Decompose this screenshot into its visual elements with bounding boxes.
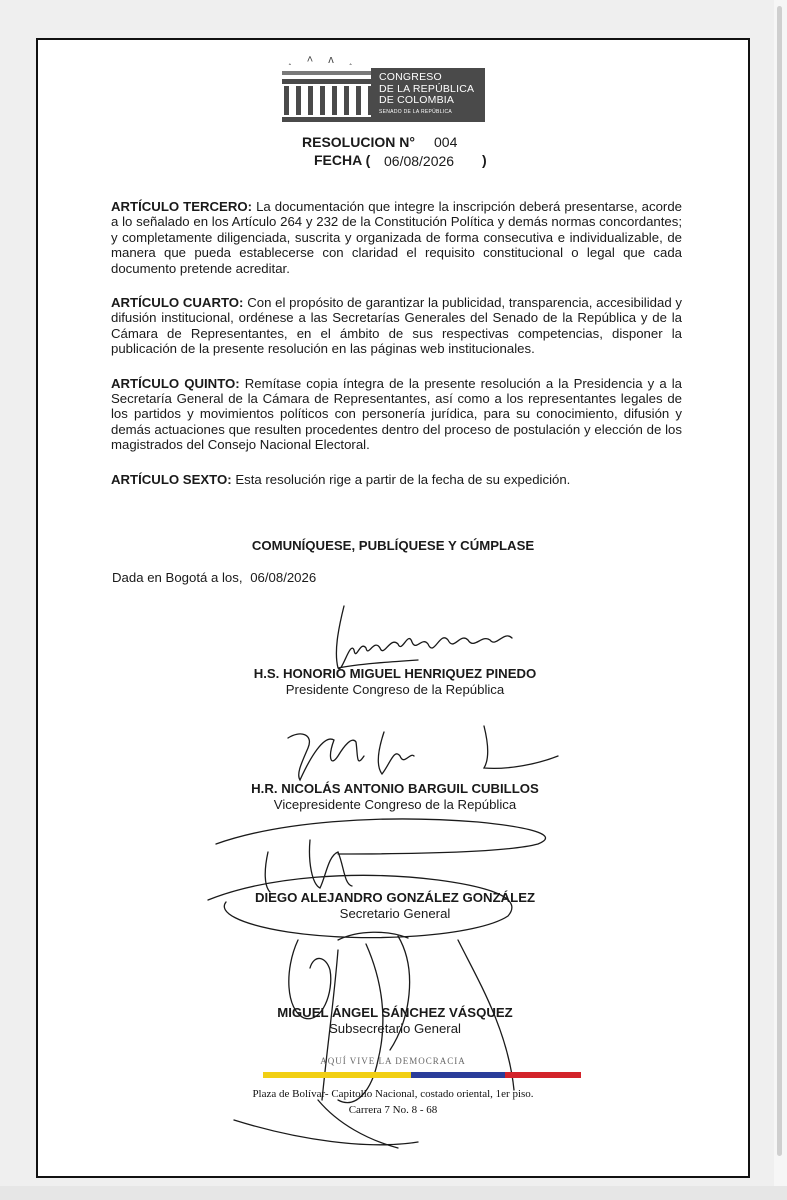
signer-name: DIEGO ALEJANDRO GONZÁLEZ GONZÁLEZ: [254, 890, 536, 905]
article-title: ARTÍCULO TERCERO:: [111, 199, 253, 214]
issue-date: 06/08/2026: [250, 570, 317, 585]
date-value: 06/08/2026: [384, 153, 455, 169]
resolution-label: RESOLUCION N°: [302, 134, 415, 150]
article-text: Esta resolución rige a partir de la fecha de su expedición.: [235, 471, 571, 487]
logo-line-3: DE COLOMBIA: [379, 94, 455, 106]
signer-name: MIGUEL ÁNGEL SÁNCHEZ VÁSQUEZ: [277, 1005, 513, 1020]
article-text: Remítase copia íntegra de la presente resolución a la Presidencia y a la Secretaría General de la Cámara de Representantes, así como a los representantes legales de los partidos y movimientos políticos con personería jurídica, para su conocimiento, difusión y demás actuaciones que resulten procedentes dentro del proceso de postulación y elección de los magistrados del Consejo Nacional Electoral.: [111, 375, 683, 453]
article-title: ARTÍCULO QUINTO:: [111, 375, 240, 391]
article-text: La documentación que integre la inscripción deberá presentarse, acorde a lo señalado en los Artículo 264 y 232 de la Constitución Política y demás normas concordantes; y completamente diligenciada, suscrita y organizada de forma consecutiva e individualizable, de manera que pueda establecerse con claridad el requisito constitucional o legal que cada documento pretende acreditar.: [111, 199, 682, 276]
flag-yellow-stripe: [263, 1072, 411, 1078]
date-close-paren: ): [482, 152, 487, 168]
date-label: FECHA (: [314, 152, 371, 168]
viewer-bottom-edge: [0, 1186, 787, 1200]
article-title: ARTÍCULO SEXTO:: [111, 471, 232, 487]
signature-1-icon: [336, 606, 512, 669]
signer-role: Secretario General: [339, 906, 451, 921]
signer-name: H.R. NICOLÁS ANTONIO BARGUIL CUBILLOS: [251, 781, 539, 796]
colombia-flag-bar: [263, 1072, 581, 1078]
democracy-motto: AQUÍ VIVE LA DEMOCRACIA: [320, 1056, 466, 1066]
issue-place-label: Dada en Bogotá a los,: [112, 570, 243, 585]
signer-role: Vicepresidente Congreso de la República: [273, 797, 517, 812]
signature-2-icon: [288, 726, 558, 780]
vertical-scrollbar-thumb[interactable]: [777, 6, 782, 1156]
signer-role: Subsecretario General: [329, 1021, 461, 1036]
logo-line-1: CONGRESO: [379, 71, 442, 83]
signer-block-president: [38, 666, 752, 698]
resolution-number: 004: [434, 134, 458, 150]
signer-block-subsecretary: [38, 1005, 752, 1037]
signer-block-vicepresident: [38, 781, 752, 813]
footer-address-line-1: Plaza de Bolívar- Capitolio Nacional, costado oriental, 1er piso.: [252, 1088, 534, 1100]
article-title: ARTÍCULO CUARTO:: [111, 295, 244, 311]
signer-name: H.S. HONORIO MIGUEL HENRIQUEZ PINEDO: [253, 666, 537, 681]
logo-line-2: DE LA REPÚBLICA: [379, 82, 475, 95]
signer-role: Presidente Congreso de la República: [285, 682, 505, 697]
footer-address-line-2: Carrera 7 No. 8 - 68: [348, 1104, 438, 1116]
proclamation: COMUNÍQUESE, PUBLÍQUESE Y CÚMPLASE: [251, 538, 535, 553]
logo-subtitle: SENADO DE LA REPÚBLICA: [379, 108, 453, 115]
flag-red-stripe: [505, 1072, 581, 1078]
flag-blue-stripe: [411, 1072, 505, 1078]
document-page: [36, 38, 750, 1178]
article-text: Con el propósito de garantizar la publicidad, transparencia, accesibilidad y difusión institucional, ordénese a las Secretarías Generales del Senado de la República y de la Cámara de Representantes, en el ámbito de sus respectivas competencias, disponer la publicación de la presente resolución en las páginas web institucionales.: [111, 295, 683, 357]
signer-block-secretary: [38, 890, 752, 922]
birds-emblem-icon: ˰ ˄ ʌ ˰: [288, 54, 359, 66]
